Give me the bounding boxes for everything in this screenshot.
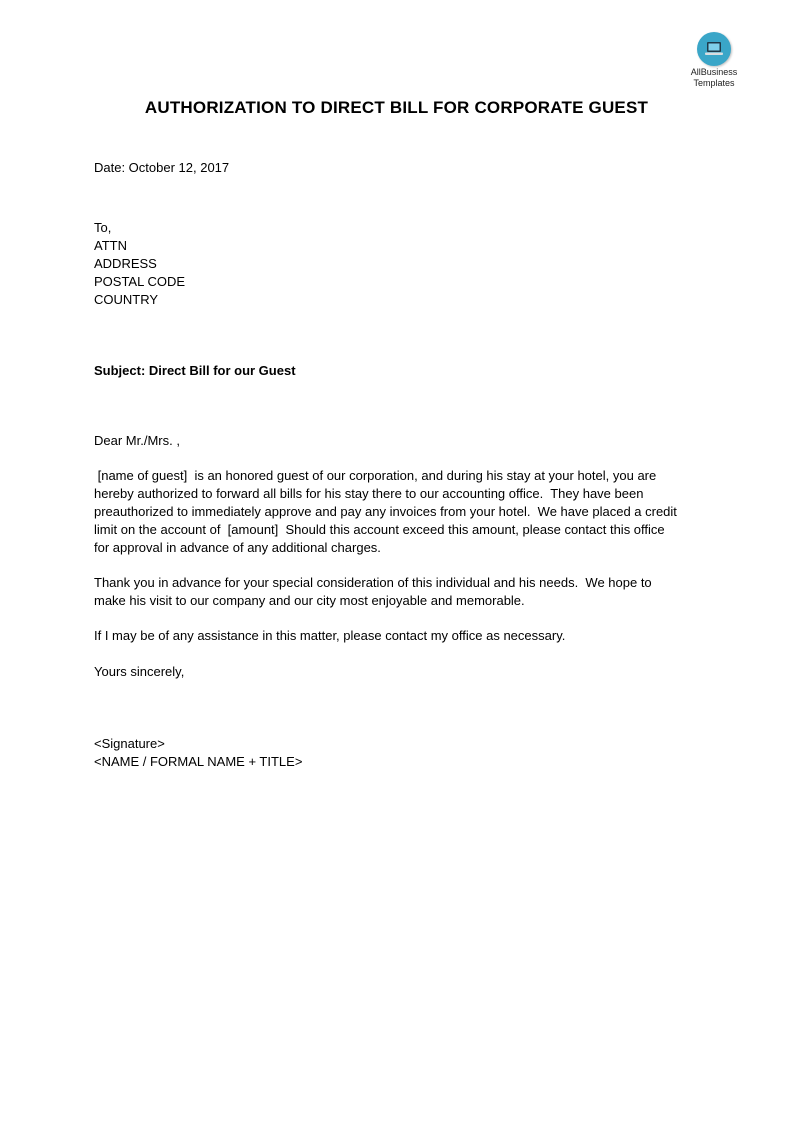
address-postal-code: POSTAL CODE: [94, 274, 186, 289]
body-paragraph-1: [94, 467, 677, 557]
body-paragraph-2: [94, 574, 652, 610]
recipient-address: [94, 219, 185, 309]
signature-block: [94, 735, 302, 771]
address-attn: ATTN: [94, 238, 127, 253]
paragraph-line: Thank you in advance for your special consideration of this individual and his needs. We hope to: [94, 575, 652, 590]
greeting: Dear Mr./Mrs. ,: [94, 433, 180, 448]
name-title-placeholder: <NAME / FORMAL NAME + TITLE>: [94, 754, 303, 769]
paragraph-line: preauthorized to immediately approve and pay any invoices from your hotel. We have placed a credit: [94, 504, 677, 519]
document-title: AUTHORIZATION TO DIRECT BILL FOR CORPORATE GUEST: [144, 98, 649, 117]
signature-placeholder: <Signature>: [94, 736, 165, 751]
closing-line: Yours sincerely,: [94, 664, 185, 679]
body-paragraph-3: If I may be of any assistance in this matter, please contact my office as necessary.: [94, 628, 566, 643]
date-line: Date: October 12, 2017: [94, 160, 230, 175]
logo-text-line1: AllBusiness: [690, 67, 738, 77]
laptop-icon: [697, 32, 731, 66]
address-to: To,: [94, 220, 112, 235]
paragraph-line: make his visit to our company and our city most enjoyable and memorable.: [94, 593, 525, 608]
address-street: ADDRESS: [94, 256, 157, 271]
address-country: COUNTRY: [94, 292, 159, 307]
paragraph-line: for approval in advance of any additional charges.: [94, 540, 381, 555]
paragraph-line: limit on the account of [amount] Should this account exceed this amount, please contact this office: [94, 522, 665, 537]
logo: [684, 32, 744, 88]
paragraph-line: [name of guest] is an honored guest of our corporation, and during his stay at your hotel, you are: [94, 468, 657, 483]
paragraph-line: hereby authorized to forward all bills for his stay there to our accounting office. They have been: [94, 486, 644, 501]
logo-text-line2: Templates: [693, 78, 735, 88]
subject-line: Subject: Direct Bill for our Guest: [94, 363, 296, 378]
